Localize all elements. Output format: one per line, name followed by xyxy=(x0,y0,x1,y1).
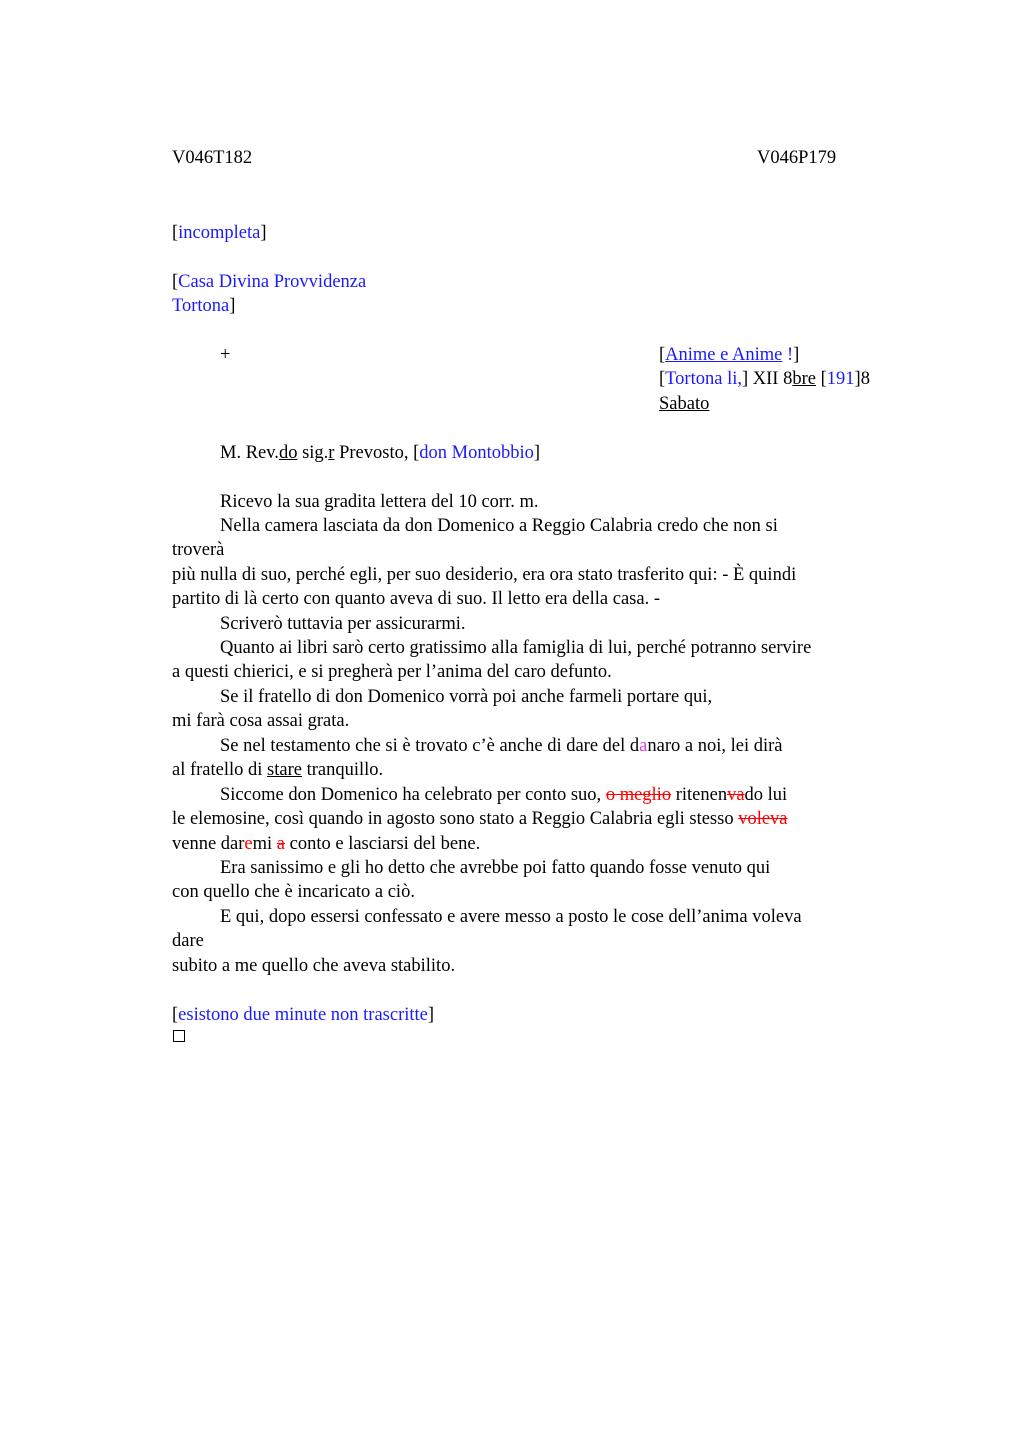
body-line-14 xyxy=(172,807,788,831)
text-segment: mi xyxy=(252,834,277,854)
body-line-3: troverà xyxy=(172,540,225,560)
body-line-9: Se il fratello di don Domenico vorrà poi anche farmeli portare qui, xyxy=(220,687,713,707)
deleted-text: a xyxy=(276,834,286,854)
body-line-4: più nulla di suo, perché egli, per suo desiderio, era ora stato trasferito qui: - È quindi xyxy=(172,565,797,585)
body-line-8: a questi chierici, e si pregherà per l’anima del caro defunto. xyxy=(172,662,612,682)
body-line-11 xyxy=(220,734,783,758)
body-line-7: Quanto ai libri sarò certo gratissimo alla famiglia di lui, perché potranno servire xyxy=(220,638,812,658)
deleted-text: va xyxy=(727,785,745,805)
salutation-abbrev: do xyxy=(278,443,298,463)
deleted-text: voleva xyxy=(738,809,788,829)
date-month: XII 8 xyxy=(748,369,793,389)
body-line-6: Scriverò tuttavia per assicurarmi. xyxy=(220,614,466,634)
text-segment: do lui xyxy=(744,785,788,805)
deleted-text: o meglio xyxy=(605,785,672,805)
body-line-15 xyxy=(172,832,480,856)
motto-excl: ! xyxy=(786,345,794,365)
text-segment: ritenen xyxy=(671,785,728,805)
text-segment: naro a noi, lei dirà xyxy=(647,736,783,756)
text-segment: venne dar xyxy=(172,834,245,854)
salutation: M. Rev.do sig.r Prevosto, [don Montobbio] xyxy=(220,443,541,463)
salutation-name: don Montobbio xyxy=(419,443,534,463)
inserted-letter: a xyxy=(639,736,648,756)
note-incompleta-text: incompleta xyxy=(178,223,261,243)
body-line-13 xyxy=(220,783,787,807)
text-segment: le elemosine, così quando in agosto sono stato a Reggio Calabria egli stesso xyxy=(172,809,739,829)
date-weekday: Sabato xyxy=(659,394,710,414)
body-line-2: Nella camera lasciata da don Domenico a Reggio Calabria credo che non si xyxy=(220,516,778,536)
end-box-icon xyxy=(173,1030,185,1042)
body-line-12 xyxy=(172,758,383,782)
note-final-text: esistono due minute non trascritte xyxy=(178,1005,428,1025)
salutation-part: M. Rev. xyxy=(220,443,279,463)
note-tortona: Tortona] xyxy=(172,296,236,316)
date-line: [Tortona li,] XII 8bre [191]8 xyxy=(659,369,870,389)
motto-text: Anime e Anime xyxy=(665,345,783,365)
date-month-sup: bre xyxy=(792,369,816,389)
text-segment: tranquillo. xyxy=(301,760,384,780)
body-line-20: subito a me quello che aveva stabilito. xyxy=(172,956,456,976)
cross-symbol: + xyxy=(220,345,231,365)
body-line-17: con quello che è incaricato a ciò. xyxy=(172,882,415,902)
body-line-19: dare xyxy=(172,931,204,951)
text-segment: Siccome don Domenico ha celebrato per conto suo, xyxy=(220,785,606,805)
text-segment: Se nel testamento che si è trovato c’è anche di dare del d xyxy=(220,736,640,756)
note-casa-text: Casa Divina Provvidenza xyxy=(178,272,367,292)
note-tortona-text: Tortona xyxy=(172,296,230,316)
body-line-16: Era sanissimo e gli ho detto che avrebbe poi fatto quando fosse venuto qui xyxy=(220,858,771,878)
note-final: [esistono due minute non trascritte] xyxy=(172,1005,435,1025)
body-line-5: partito di là certo con quanto aveva di suo. Il letto era della casa. - xyxy=(172,589,661,609)
salutation-abbrev: r xyxy=(328,443,335,463)
document-code-right: V046P179 xyxy=(757,148,837,168)
body-line-18: E qui, dopo essersi confessato e avere messo a posto le cose dell’anima voleva xyxy=(220,907,802,927)
underlined-word: stare xyxy=(267,760,302,780)
date-motto: [Anime e Anime !] xyxy=(659,345,800,365)
salutation-part: Prevosto, xyxy=(334,443,414,463)
body-line-10: mi farà cosa assai grata. xyxy=(172,711,350,731)
note-casa: [Casa Divina Provvidenza xyxy=(172,272,367,292)
text-segment: conto e lasciarsi del bene. xyxy=(285,834,481,854)
date-year-prefix: 191 xyxy=(826,369,855,389)
date-place: Tortona li, xyxy=(665,369,742,389)
note-incompleta: [incompleta] xyxy=(172,223,267,243)
date-year-suffix: 8 xyxy=(860,369,870,389)
text-segment: al fratello di xyxy=(172,760,268,780)
salutation-part: sig. xyxy=(297,443,329,463)
document-code-left: V046T182 xyxy=(172,148,253,168)
inserted-letter: e xyxy=(244,834,253,854)
body-line-1: Ricevo la sua gradita lettera del 10 corr. m. xyxy=(220,492,539,512)
